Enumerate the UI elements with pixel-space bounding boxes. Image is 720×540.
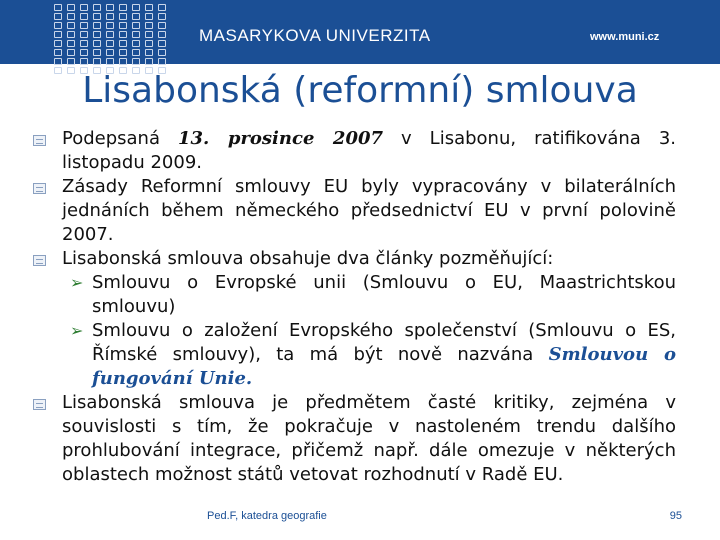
treaty-new-name: Smlouvou o fungování Unie. [92, 344, 676, 389]
sub-item-teu [62, 271, 676, 319]
bullet-item-signed [62, 127, 676, 175]
header-band [0, 0, 720, 64]
bullet-text: Zásady Reformní smlouvy EU byly vypracovány v bilaterálních jednáních během německého předsednictví EU v první polovině 2007. [62, 176, 676, 245]
bullet-icon [33, 183, 46, 194]
bullet-text: Lisabonská smlouva je předmětem časté kritiky, zejména v souvislosti s tím, že pokračuje v nastoleném trendu dalšího prohlubování integrace, přičemž např. dále omezuje v některých oblastech možnost států vetovat rozhodnutí v Radě EU. [62, 392, 676, 485]
page-number: 95 [669, 510, 682, 522]
bullet-icon [33, 135, 46, 146]
bullet-item-principles [62, 175, 676, 247]
sub-item-text: Smlouvu o Evropské unii (Smlouvu o EU, Maastrichtskou smlouvu) [92, 272, 676, 317]
bullet-icon [33, 399, 46, 410]
bullet-text: Lisabonská smlouva obsahuje dva články pozměňující: [62, 248, 554, 269]
bullet-item-articles [62, 247, 676, 271]
bullet-item-criticism [62, 391, 676, 487]
arrow-bullet-icon: ➢ [70, 273, 84, 292]
footer-text: Ped.F, katedra geografie [207, 510, 327, 522]
sub-item-text: Smlouvu o založení Evropského společenství (Smlouvu o ES, Římské smlouvy), ta má být nově nazvána [92, 320, 676, 365]
signing-date: 13. prosince 2007 [178, 128, 384, 149]
bullet-text: Podepsaná [62, 128, 178, 149]
bullet-text: v Lisabonu, ratifikována 3. listopadu 2009. [62, 128, 676, 173]
arrow-bullet-icon: ➢ [70, 321, 84, 340]
university-name: MASARYKOVA UNIVERZITA [199, 26, 431, 45]
university-website: www.muni.cz [590, 31, 660, 43]
sub-item-tec [62, 319, 676, 391]
university-logo-grid [52, 3, 170, 79]
bullet-icon [33, 255, 46, 266]
slide-title: Lisabonská (reformní) smlouva [82, 70, 638, 111]
slide-content [62, 127, 676, 487]
